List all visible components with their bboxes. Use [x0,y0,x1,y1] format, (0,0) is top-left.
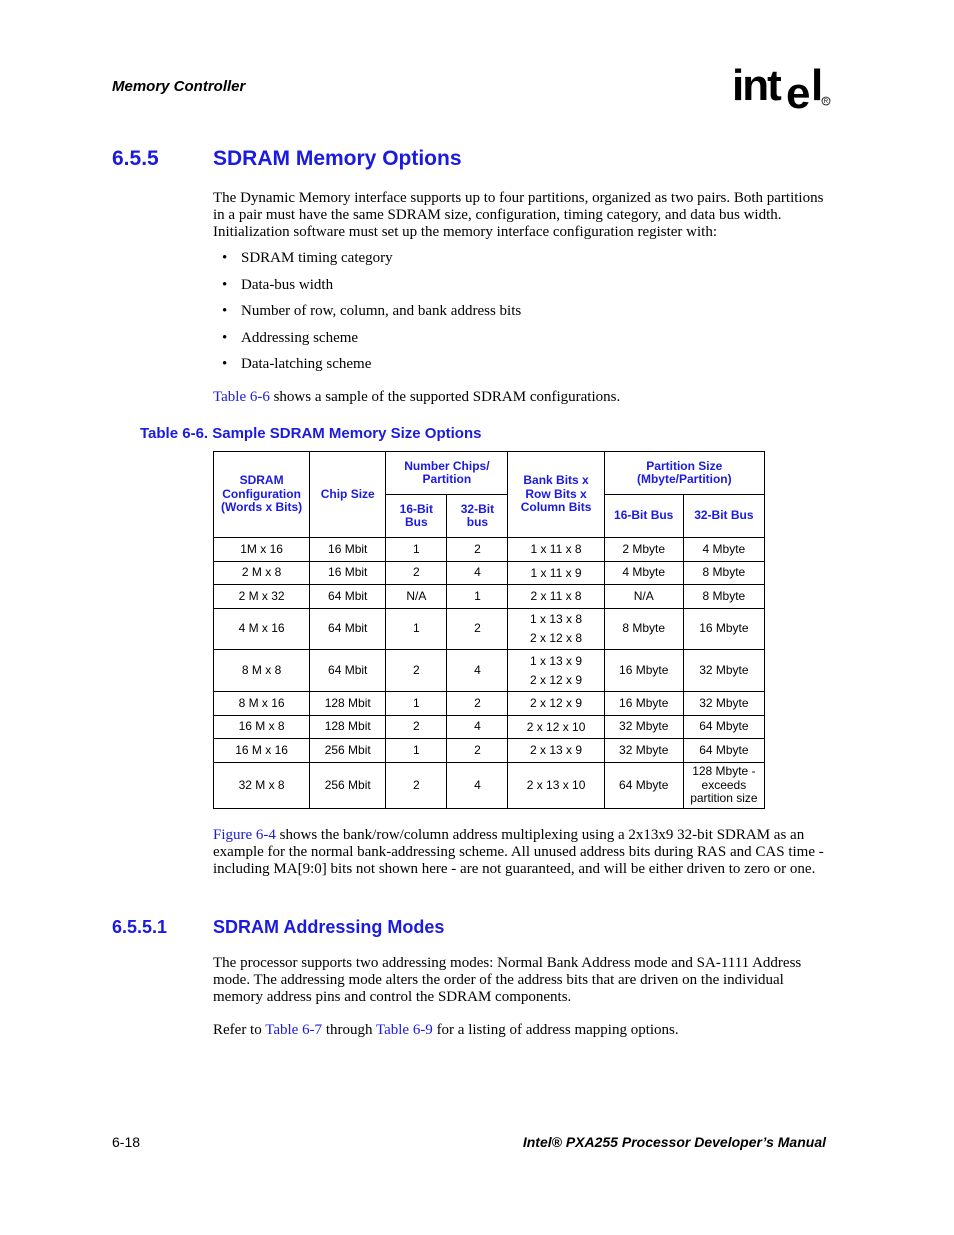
cell-chips-16bit: 1 [386,692,447,716]
list-item [222,250,521,277]
cell-partition-16bit: 32 Mbyte [604,739,683,763]
cell-partition-32bit: 8 Mbyte [683,562,764,585]
intro-paragraph: The Dynamic Memory interface supports up to four partitions, organized as two pairs. Both partitions in a pair must have the same SDRAM size, configuration, timing category, and data bus width. Initialization software must set up the memory interface configuration register with: [213,190,824,240]
cell-partition-32bit: 64 Mbyte [683,739,764,763]
cell-partition-16bit: 8 Mbyte [604,609,683,650]
subsection-title: SDRAM Addressing Modes [213,917,445,937]
cell-partition-32bit: 64 Mbyte [683,716,764,739]
bullet-text: Addressing scheme [241,329,359,346]
header-config: SDRAM Configuration (Words x Bits) [214,452,310,538]
cell-chip-size: 64 Mbit [310,650,386,692]
running-header: Memory Controller [112,78,246,95]
header-32bit-partition: 32-Bit Bus [683,495,764,538]
refer-suffix: for a listing of address mapping options. [432,1022,679,1038]
refer-mid: through [322,1022,376,1038]
header-partition-size: Partition Size (Mbyte/Partition) [604,452,764,495]
cell-bank-bits [508,609,604,650]
list-item [222,330,521,357]
section-title: SDRAM Memory Options [213,147,462,170]
cell-chip-size: 128 Mbit [310,716,386,739]
list-item [222,277,521,304]
cell-partition-16bit: 32 Mbyte [604,716,683,739]
cell-partition-16bit: 16 Mbyte [604,692,683,716]
header-16bit-chips: 16-Bit Bus [386,495,447,538]
cell-bank-bits [508,650,604,692]
cell-chips-16bit: 2 [386,650,447,692]
cell-chip-size: 16 Mbit [310,562,386,585]
list-item [222,356,521,383]
cell-bank-bits [508,763,604,809]
cell-partition-16bit: 2 Mbyte [604,538,683,562]
bullet-text: Data-bus width [241,276,334,293]
cell-chips-32bit: 4 [447,650,508,692]
cell-chips-32bit: 2 [447,609,508,650]
bullet-text: SDRAM timing category [241,250,393,266]
figure-paragraph [213,827,833,878]
cell-config: 32 M x 8 [214,763,310,809]
bullet-text: Data-latching scheme [241,356,372,372]
cell-config: 16 M x 16 [214,739,310,763]
table-caption: Table 6-6. Sample SDRAM Memory Size Options [140,425,482,442]
cell-partition-16bit: 16 Mbyte [604,650,683,692]
bullet-icon: • [222,329,228,346]
header-16bit-partition: 16-Bit Bus [604,495,683,538]
table-row [214,650,765,692]
manual-title: Intel® PXA255 Processor Developer’s Manual [522,1134,826,1150]
cell-partition-32bit: 8 Mbyte [683,585,764,609]
cell-line: 2 x 12 x 9 [530,672,583,687]
cell-chips-32bit: 4 [447,763,508,809]
cell-line: 2 x 13 x 10 [526,778,586,792]
svg-text:R: R [823,99,829,106]
cell-line: 1 x 11 x 9 [530,565,582,580]
cell-config: 16 M x 8 [214,716,310,739]
cell-chips-32bit: 4 [447,716,508,739]
cell-line: 2 x 12 x 8 [530,631,583,645]
cell-chips-16bit: 1 [386,739,447,763]
table-row [214,692,765,716]
table-row [214,763,765,809]
cell-bank-bits [508,692,604,716]
bullet-text: Number of row, column, and bank address bits [241,303,522,319]
cell-line: 2 x 12 x 10 [526,719,586,734]
bullet-list [222,250,521,383]
refer-paragraph [213,1022,833,1039]
cell-config: 2 M x 8 [214,562,310,585]
svg-text:int: int [732,61,780,110]
cell-config: 1M x 16 [214,538,310,562]
bullet-icon: • [222,356,228,372]
cell-partition-32bit: 32 Mbyte [683,650,764,692]
page-number: 6-18 [112,1134,141,1150]
cell-partition-16bit: 64 Mbyte [604,763,683,809]
table-reference-text: shows a sample of the supported SDRAM configurations. [269,389,621,405]
cell-chip-size: 128 Mbit [310,692,386,716]
cell-chip-size: 64 Mbit [310,585,386,609]
cell-partition-32bit: 128 Mbyte - exceeds partition size [683,763,764,809]
table-row [214,585,765,609]
cell-chips-16bit: N/A [386,585,447,609]
cell-chips-32bit: 1 [447,585,508,609]
cell-bank-bits [508,585,604,609]
cell-bank-bits [508,562,604,585]
cell-chip-size: 64 Mbit [310,609,386,650]
cell-partition-32bit: 16 Mbyte [683,609,764,650]
header-chip-size: Chip Size [310,452,386,538]
svg-text:e: e [786,69,811,116]
cell-chips-32bit: 4 [447,562,508,585]
cell-chips-32bit: 2 [447,538,508,562]
cell-chips-16bit: 1 [386,538,447,562]
bullet-icon: • [222,303,228,319]
header-number-chips: Number Chips/ Partition [386,452,508,495]
table-reference-line [213,389,833,406]
addressing-modes-paragraph: The processor supports two addressing modes: Normal Bank Address mode and SA-1111 Address mode. The addressing mode alters the order of the address bits that are driven on the individual memory address pins and control the SDRAM components. [213,955,802,1005]
cell-chips-16bit: 2 [386,763,447,809]
header-32bit-chips: 32-Bit bus [447,495,508,538]
table-row [214,562,765,585]
cell-partition-16bit: 4 Mbyte [604,562,683,585]
sdram-options-table [213,451,765,809]
cell-config: 8 M x 16 [214,692,310,716]
refer-prefix: Refer to [213,1022,266,1038]
intel-logo [732,60,832,116]
cell-partition-32bit: 32 Mbyte [683,692,764,716]
list-item [222,303,521,330]
figure-6-4-link[interactable]: Figure 6-4 [213,827,276,843]
bullet-icon: • [222,250,228,266]
cell-chips-16bit: 2 [386,716,447,739]
cell-line: 1 x 13 x 8 [530,612,583,626]
cell-bank-bits [508,739,604,763]
figure-paragraph-text: shows the bank/row/column address multiplexing using a 2x13x9 32-bit SDRAM as an example for the normal bank-addressing scheme. All unused address bits during RAS and CAS time - including MA[9:0] bits not shown here - are not guaranteed, and will be either driven to zero or one. [213,827,824,877]
table-body [214,538,765,809]
cell-chip-size: 256 Mbit [310,763,386,809]
cell-chips-32bit: 2 [447,739,508,763]
cell-chip-size: 256 Mbit [310,739,386,763]
header-bank-bits: Bank Bits x Row Bits x Column Bits [508,452,604,538]
cell-chip-size: 16 Mbit [310,538,386,562]
cell-chips-16bit: 1 [386,609,447,650]
table-6-6-link[interactable]: Table 6-6 [213,389,270,405]
cell-config: 8 M x 8 [214,650,310,692]
cell-line: 1 x 11 x 8 [530,542,582,556]
table-row [214,538,765,562]
bullet-icon: • [222,276,228,293]
svg-text:l: l [811,61,824,110]
table-row [214,739,765,763]
cell-line: 2 x 12 x 9 [530,696,583,710]
cell-line: 2 x 13 x 9 [530,743,583,757]
cell-bank-bits [508,716,604,739]
cell-partition-32bit: 4 Mbyte [683,538,764,562]
cell-bank-bits [508,538,604,562]
table-6-7-link[interactable]: Table 6-7 [265,1022,323,1038]
section-number: 6.5.5 [112,147,159,170]
table-row [214,609,765,650]
cell-partition-16bit: N/A [604,585,683,609]
cell-config: 2 M x 32 [214,585,310,609]
cell-chips-32bit: 2 [447,692,508,716]
subsection-number: 6.5.5.1 [112,917,168,937]
table-row [214,716,765,739]
cell-line: 2 x 11 x 8 [530,589,582,603]
cell-chips-16bit: 2 [386,562,447,585]
cell-config: 4 M x 16 [214,609,310,650]
cell-line: 1 x 13 x 9 [530,653,583,668]
table-6-9-link[interactable]: Table 6-9 [375,1022,433,1038]
